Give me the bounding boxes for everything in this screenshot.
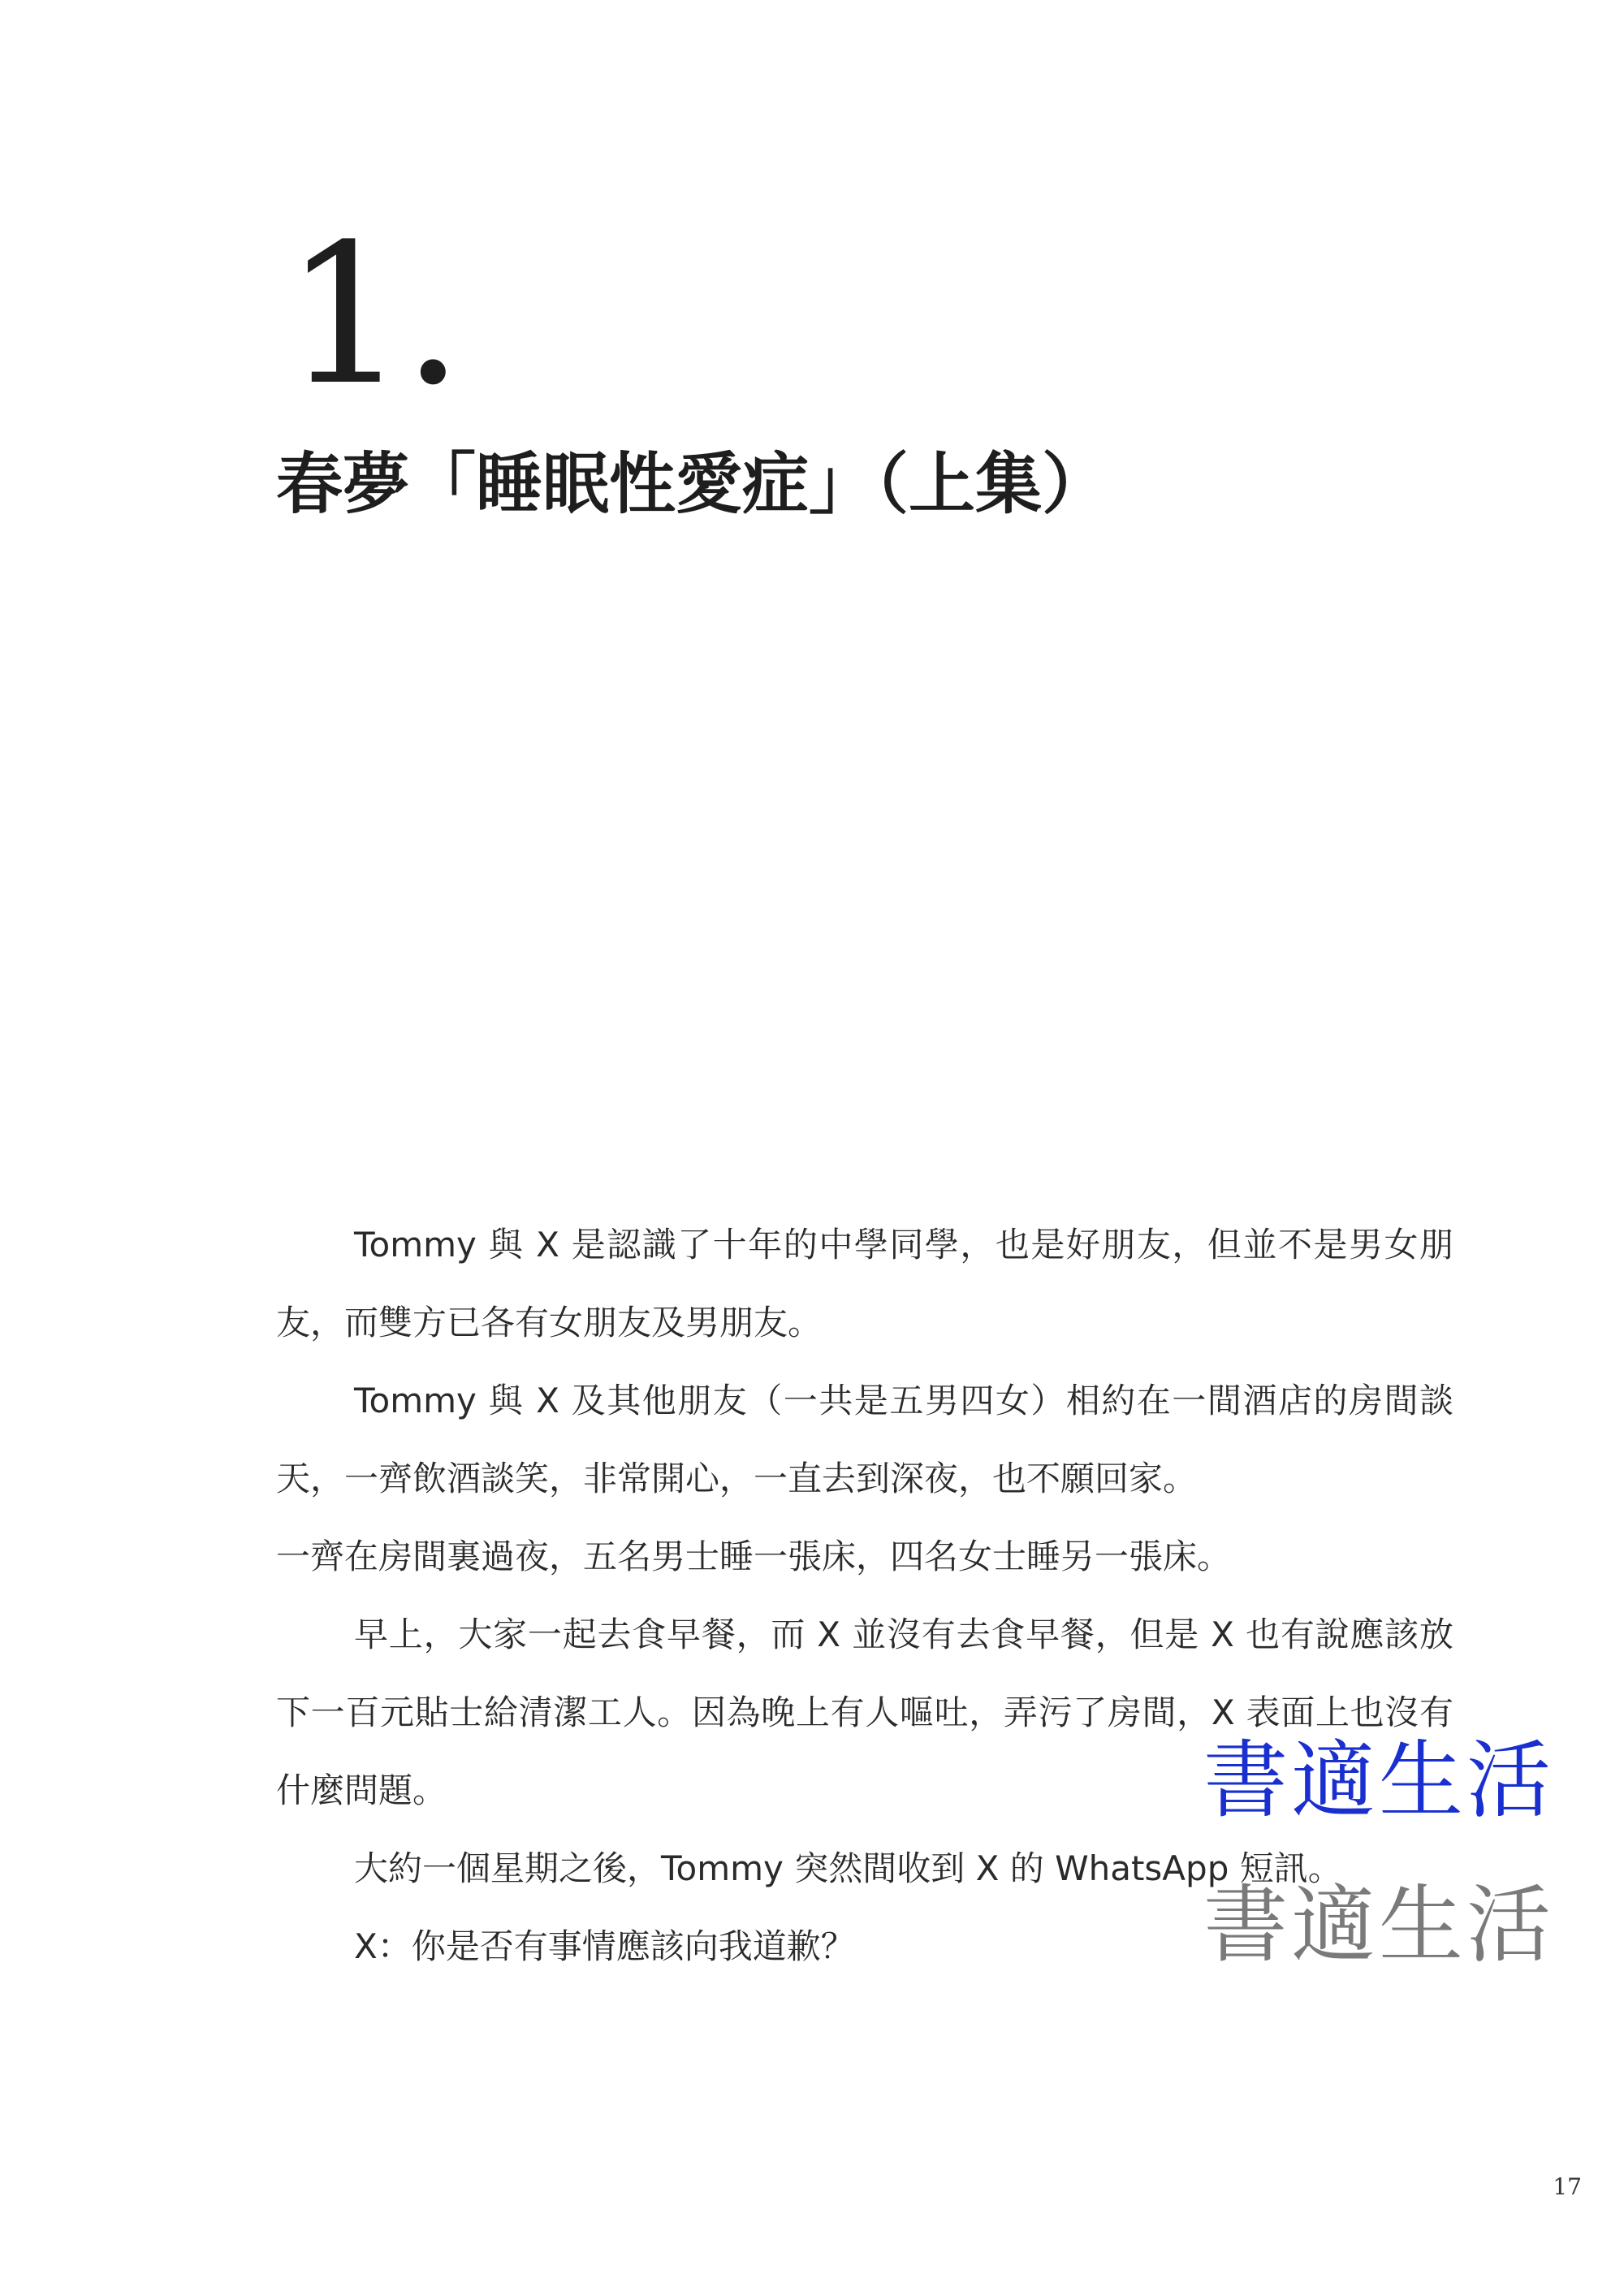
paragraph-5: 大約一個星期之後，Tommy 突然間收到 X 的 WhatsApp 短訊。 (354, 1848, 1342, 1888)
paragraph-6: X：你是否有事情應該向我道歉？ (354, 1926, 855, 1966)
paragraph-2: Tommy 與 X 及其他朋友（一共是五男四女）相約在一間酒店的房間談天，一齊飲酒談笑，非常開心，一直去到深夜，也不願回家。 (276, 1381, 1453, 1498)
paragraph-3: 一齊在房間裏過夜，五名男士睡一張床，四名女士睡另一張床。 (276, 1537, 1232, 1576)
watermark-logo-gray: 書適生活 (1203, 1875, 1555, 1974)
chapter-title: 春夢「睡眠性愛症」（上集） (276, 446, 1109, 523)
page-number: 17 (1553, 2173, 1582, 2200)
chapter-number: 1. (284, 203, 460, 428)
paragraph-1: Tommy 與 X 是認識了十年的中學同學，也是好朋友，但並不是男女朋友，而雙方已各有女朋友及男朋友。 (276, 1225, 1453, 1342)
body-text (276, 1206, 1453, 1986)
watermark-logo-blue: 書適生活 (1203, 1731, 1555, 1830)
paragraph-4: 早上，大家一起去食早餐，而 X 並沒有去食早餐，但是 X 也有說應該放下一百元貼士給清潔工人。因為晚上有人嘔吐，弄污了房間，X 表面上也沒有什麼問題。 (276, 1615, 1453, 1810)
